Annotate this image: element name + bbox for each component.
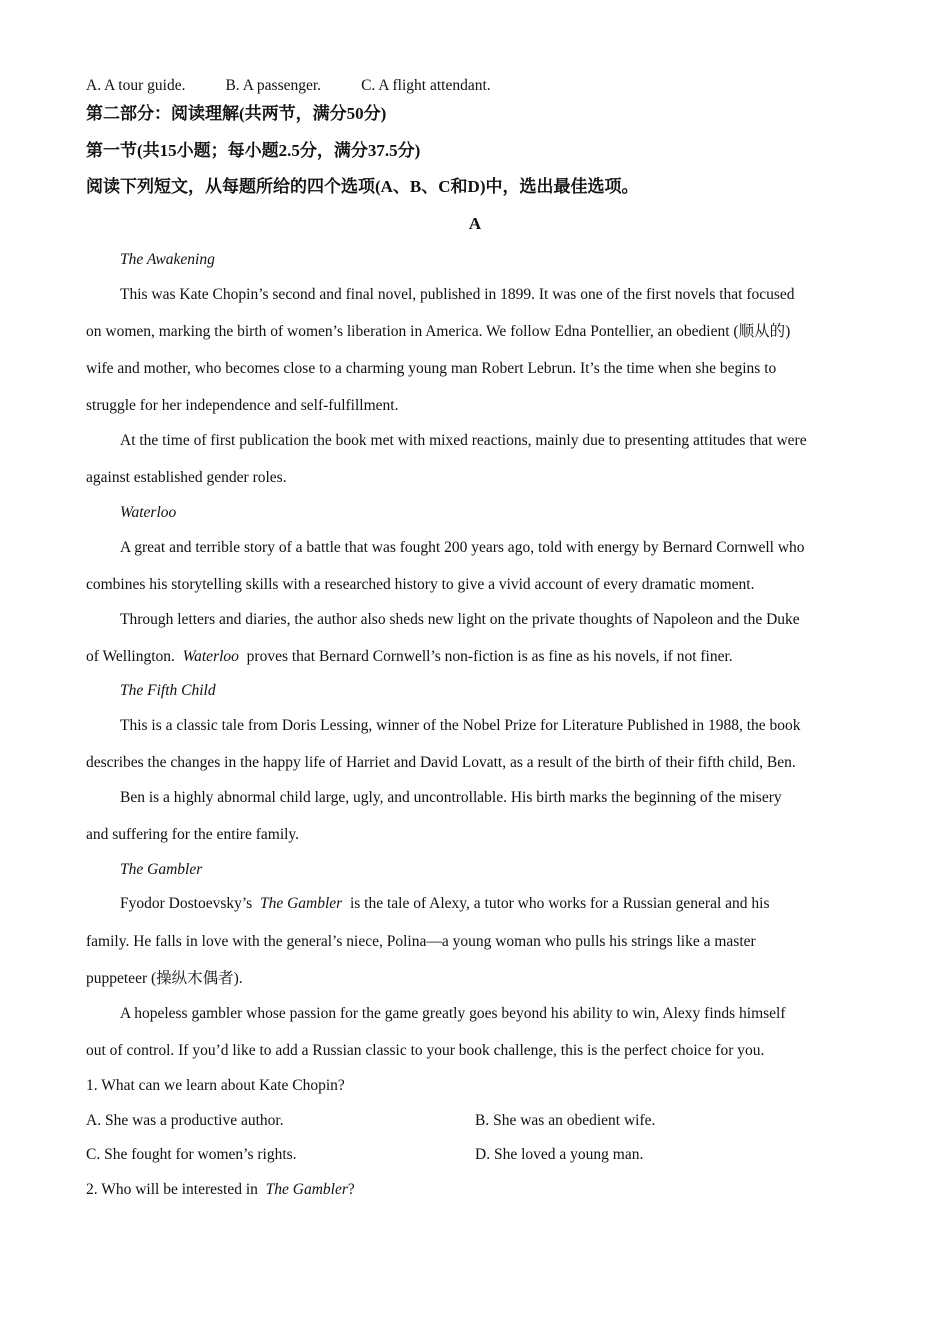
paragraph-line: struggle for her independence and self-fulfillment. [86, 397, 399, 414]
previous-question-options [86, 76, 491, 96]
text-segment: ? [347, 1181, 355, 1198]
paragraph-line: Ben is a highly abnormal child large, ugly, and uncontrollable. His birth marks the beginning of the misery [120, 789, 782, 806]
question-1-option-b[interactable]: B. She was an obedient wife. [475, 1112, 656, 1129]
paragraph-line: wife and mother, who becomes close to a charming young man Robert Lebrun. It’s the time when she begins to [86, 360, 777, 377]
paragraph-line: against established gender roles. [86, 469, 287, 486]
instruction-heading: 阅读下列短文，从每题所给的四个选项(A、B、C和D)中，选出最佳选项。 [86, 177, 639, 196]
book-title-fifth-child: The Fifth Child [120, 682, 216, 699]
text-segment: 2. Who will be interested in [86, 1181, 258, 1198]
text-segment: of Wellington. [86, 648, 175, 665]
paragraph-line: out of control. If you’d like to add a Russian classic to your book challenge, this is the perfect choice for you. [86, 1042, 765, 1059]
book-title-waterloo: Waterloo [120, 504, 177, 521]
inline-book-title: The Gambler [265, 1181, 348, 1198]
question-2-stem [86, 1180, 355, 1200]
paragraph-line: This was Kate Chopin’s second and final novel, published in 1899. It was one of the first novels that focused [120, 286, 795, 303]
text-segment: is the tale of Alexy, a tutor who works for a Russian general and his [349, 895, 770, 912]
paragraph-line: and suffering for the entire family. [86, 826, 300, 843]
paragraph-line: on women, marking the birth of women’s liberation in America. We follow Edna Pontellier, an obedient (顺从的) [86, 323, 791, 340]
inline-book-title: Waterloo [182, 648, 239, 665]
option-a: A. A tour guide. [86, 77, 186, 94]
paragraph-line [120, 894, 770, 914]
paragraph-line: family. He falls in love with the general’s niece, Polina—a young woman who pulls his strings like a master [86, 933, 756, 950]
option-c: C. A flight attendant. [361, 77, 491, 94]
question-1-stem: 1. What can we learn about Kate Chopin? [86, 1077, 345, 1094]
text-segment: proves that Bernard Cornwell’s non-fiction is as fine as his novels, if not finer. [246, 648, 733, 665]
paragraph-line: A great and terrible story of a battle that was fought 200 years ago, told with energy by Bernard Cornwell who [120, 539, 805, 556]
book-title-gambler: The Gambler [120, 861, 203, 878]
paragraph-line [86, 647, 733, 667]
paragraph-line: This is a classic tale from Doris Lessing, winner of the Nobel Prize for Literature Published in 1988, the book [120, 717, 801, 734]
passage-letter: A [468, 214, 482, 233]
section1-heading: 第一节(共15小题；每小题2.5分，满分37.5分) [86, 141, 421, 160]
paragraph-line: A hopeless gambler whose passion for the game greatly goes beyond his ability to win, Alexy finds himself [120, 1005, 786, 1022]
question-1-option-d[interactable]: D. She loved a young man. [475, 1146, 644, 1163]
text-segment: Fyodor Dostoevsky’s [120, 895, 253, 912]
paragraph-line: describes the changes in the happy life of Harriet and David Lovatt, as a result of the birth of their fifth child, Ben. [86, 754, 796, 771]
paragraph-line: puppeteer (操纵木偶者). [86, 970, 243, 987]
paragraph-line: Through letters and diaries, the author also sheds new light on the private thoughts of Napoleon and the Duke [120, 611, 800, 628]
paragraph-line: At the time of first publication the book met with mixed reactions, mainly due to presenting attitudes that were [120, 432, 807, 449]
paragraph-line: combines his storytelling skills with a researched history to give a vivid account of every dramatic moment. [86, 576, 755, 593]
question-1-option-a[interactable]: A. She was a productive author. [86, 1112, 284, 1129]
question-1-option-c[interactable]: C. She fought for women’s rights. [86, 1146, 297, 1163]
part2-heading: 第二部分：阅读理解(共两节，满分50分) [86, 104, 387, 123]
inline-book-title: The Gambler [259, 895, 343, 912]
option-b: B. A passenger. [225, 77, 322, 94]
book-title-awakening: The Awakening [120, 251, 215, 268]
